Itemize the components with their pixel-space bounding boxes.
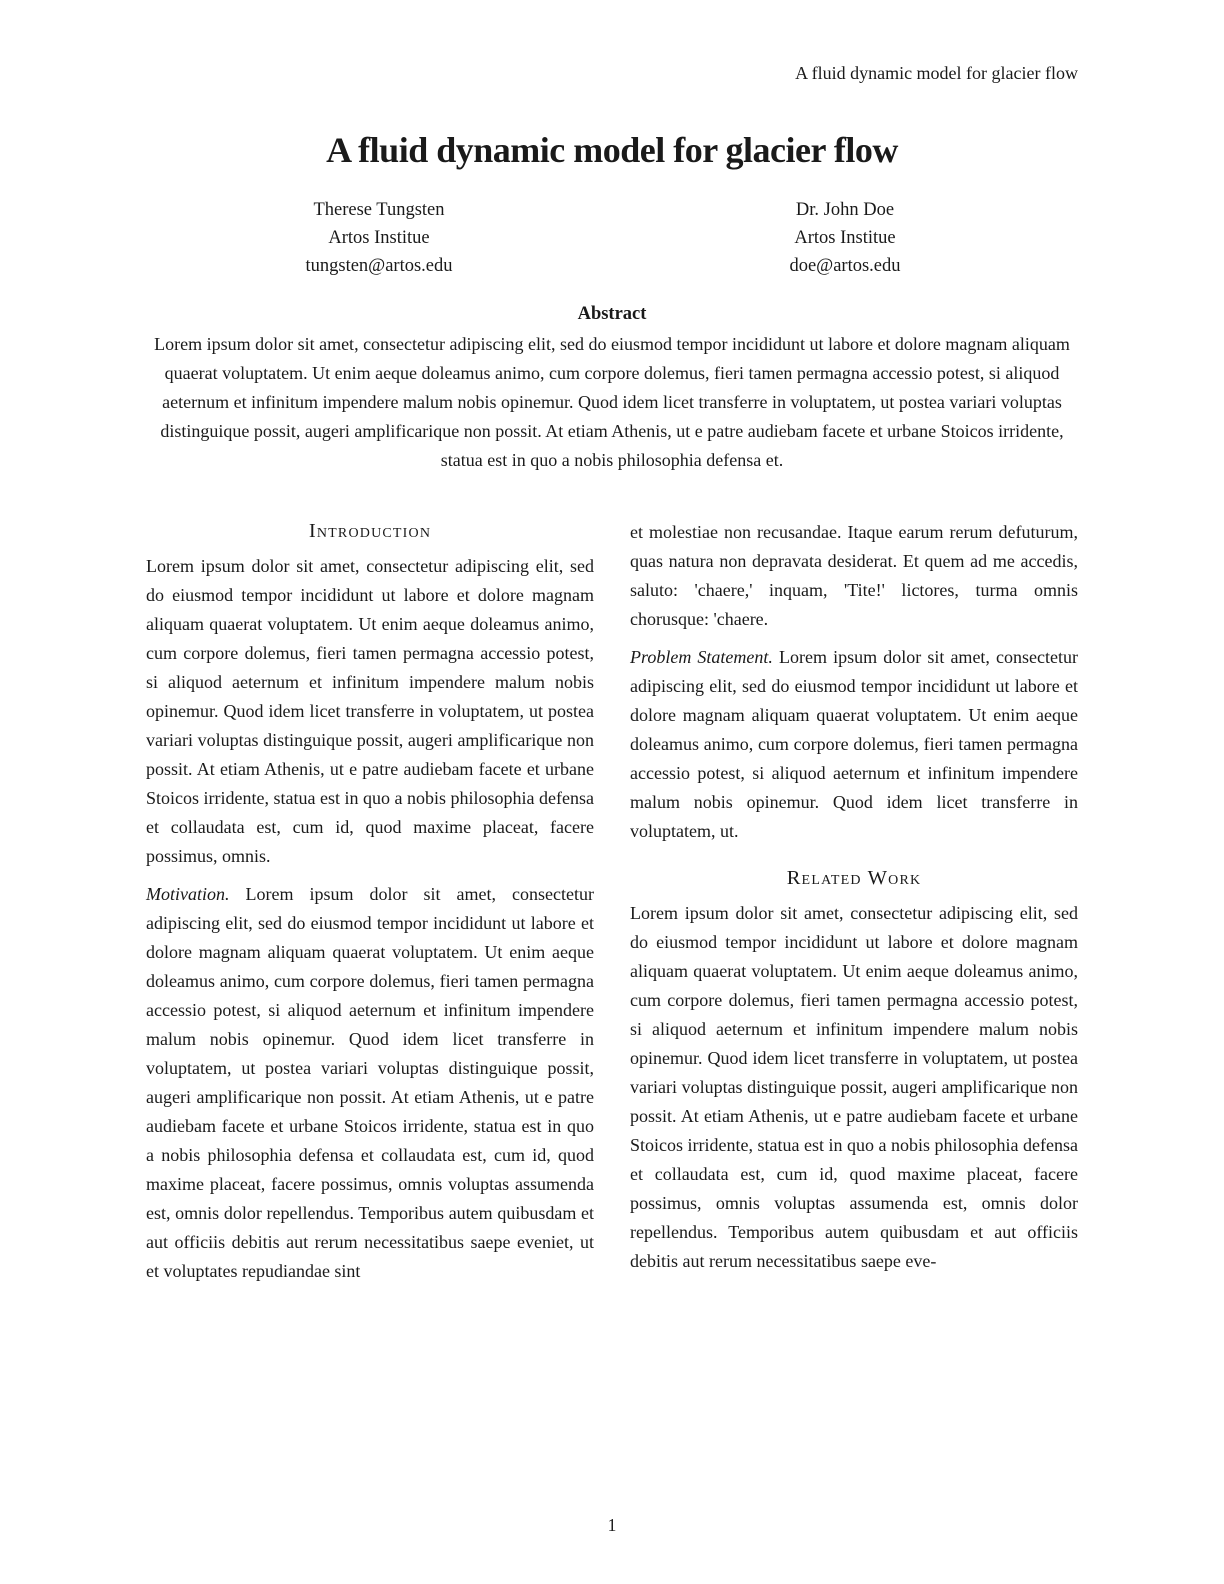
paper-title: A fluid dynamic model for glacier flow <box>326 130 898 170</box>
abstract-text: Lorem ipsum dolor sit amet, consectetur adipiscing elit, sed do eiusmod tempor incididunt ut labore et dolore magnam aliquam quaerat voluptatem. Ut enim aeque doleamus animo, cum corpore dolemus, fieri tamen permagna accessio potest, si aliquod aeternum et infinitum impendere malum nobis opinemur. Quod idem licet transferre in voluptatem, ut postea variari voluptas distinguique possit, augeri amplificarique non possit. At etiam Athenis, ut e patre audiebam facete et urbane Stoicos irridente, statua est in quo a nobis philosophia defensa et. <box>154 334 1070 470</box>
introduction-paragraph: Lorem ipsum dolor sit amet, consectetur adipiscing elit, sed do eiusmod tempor incididunt ut labore et dolore magnam aliquam quaerat voluptatem. Ut enim aeque doleamus animo, cum corpore dolemus, fieri tamen permagna accessio potest, si aliquod aeternum et infinitum impendere malum nobis opinemur. Quod idem licet transferre in voluptatem, ut postea variari voluptas distinguique possit, augeri amplificarique non possit. At etiam Athenis, ut e patre audiebam facete et urbane Stoicos irridente, statua est in quo a nobis philosophia defensa et collaudata est, cum id, quod maxime placeat, facere possimus, omnis. <box>146 556 594 866</box>
motivation-paragraph <box>146 880 594 1286</box>
motivation-runin-heading: Motivation. <box>146 884 230 904</box>
problem-statement-paragraph-text: Lorem ipsum dolor sit amet, consectetur adipiscing elit, sed do eiusmod tempor incididunt ut labore et dolore magnam aliquam quaerat voluptatem. Ut enim aeque doleamus animo, cum corpore dolemus, fieri tamen permagna accessio potest, si aliquod aeternum et infinitum impendere malum nobis opinemur. Quod idem licet transferre in voluptatem, ut. <box>630 647 1078 841</box>
related-work-paragraph: Lorem ipsum dolor sit amet, consectetur adipiscing elit, sed do eiusmod tempor incididunt ut labore et dolore magnam aliquam quaerat voluptatem. Ut enim aeque doleamus animo, cum corpore dolemus, fieri tamen permagna accessio potest, si aliquod aeternum et infinitum impendere malum nobis opinemur. Quod idem licet transferre in voluptatem, ut postea variari voluptas distinguique possit, augeri amplificarique non possit. At etiam Athenis, ut e patre audiebam facete et urbane Stoicos irridente, statua est in quo a nobis philosophia defensa et collaudata est, cum id, quod maxime placeat, facere possimus, omnis voluptas assumenda est, omnis dolor repellendus. Temporibus autem quibusdam et aut officiis debitis aut rerum necessitatibus saepe eve- <box>630 903 1078 1271</box>
section-heading-related-work: Related Work <box>786 867 922 889</box>
author-block <box>146 196 1078 280</box>
author-2-email: doe@artos.edu <box>789 256 901 276</box>
right-column <box>630 518 1078 1295</box>
left-column <box>146 518 594 1295</box>
author-2-name: Dr. John Doe <box>795 200 895 220</box>
author-1-name: Therese Tungsten <box>313 200 445 220</box>
running-head: A fluid dynamic model for glacier flow <box>795 63 1078 83</box>
author-2-affiliation: Artos Institue <box>794 228 896 248</box>
problem-statement-paragraph <box>630 643 1078 846</box>
two-column-body <box>146 518 1078 1295</box>
section-heading-introduction: Introduction <box>308 520 432 542</box>
author-1 <box>146 196 612 280</box>
author-1-email: tungsten@artos.edu <box>305 256 453 276</box>
abstract-heading: Abstract <box>577 304 647 324</box>
page-number: 1 <box>607 1515 617 1535</box>
problem-statement-runin-heading: Problem Statement. <box>630 647 773 667</box>
motivation-paragraph-text: Lorem ipsum dolor sit amet, consectetur adipiscing elit, sed do eiusmod tempor incididunt ut labore et dolore magnam aliquam quaerat voluptatem. Ut enim aeque doleamus animo, cum corpore dolemus, fieri tamen permagna accessio potest, si aliquod aeternum et infinitum impendere malum nobis opinemur. Quod idem licet transferre in voluptatem, ut postea variari voluptas distinguique possit, augeri amplificarique non possit. At etiam Athenis, ut e patre audiebam facete et urbane Stoicos irridente, statua est in quo a nobis philosophia defensa et collaudata est, cum id, quod maxime placeat, facere possimus, omnis voluptas assumenda est, omnis dolor repellendus. Temporibus autem quibusdam et aut officiis debitis aut rerum necessitatibus saepe eveniet, ut et voluptates repudiandae sint <box>146 884 594 1281</box>
author-2 <box>612 196 1078 280</box>
continuation-paragraph: et molestiae non recusandae. Itaque earum rerum defuturum, quas natura non depravata desiderat. Et quem ad me accedis, saluto: 'chaere,' inquam, 'Tite!' lictores, turma omnis chorusque: 'chaere. <box>630 522 1078 629</box>
author-1-affiliation: Artos Institue <box>328 228 430 248</box>
